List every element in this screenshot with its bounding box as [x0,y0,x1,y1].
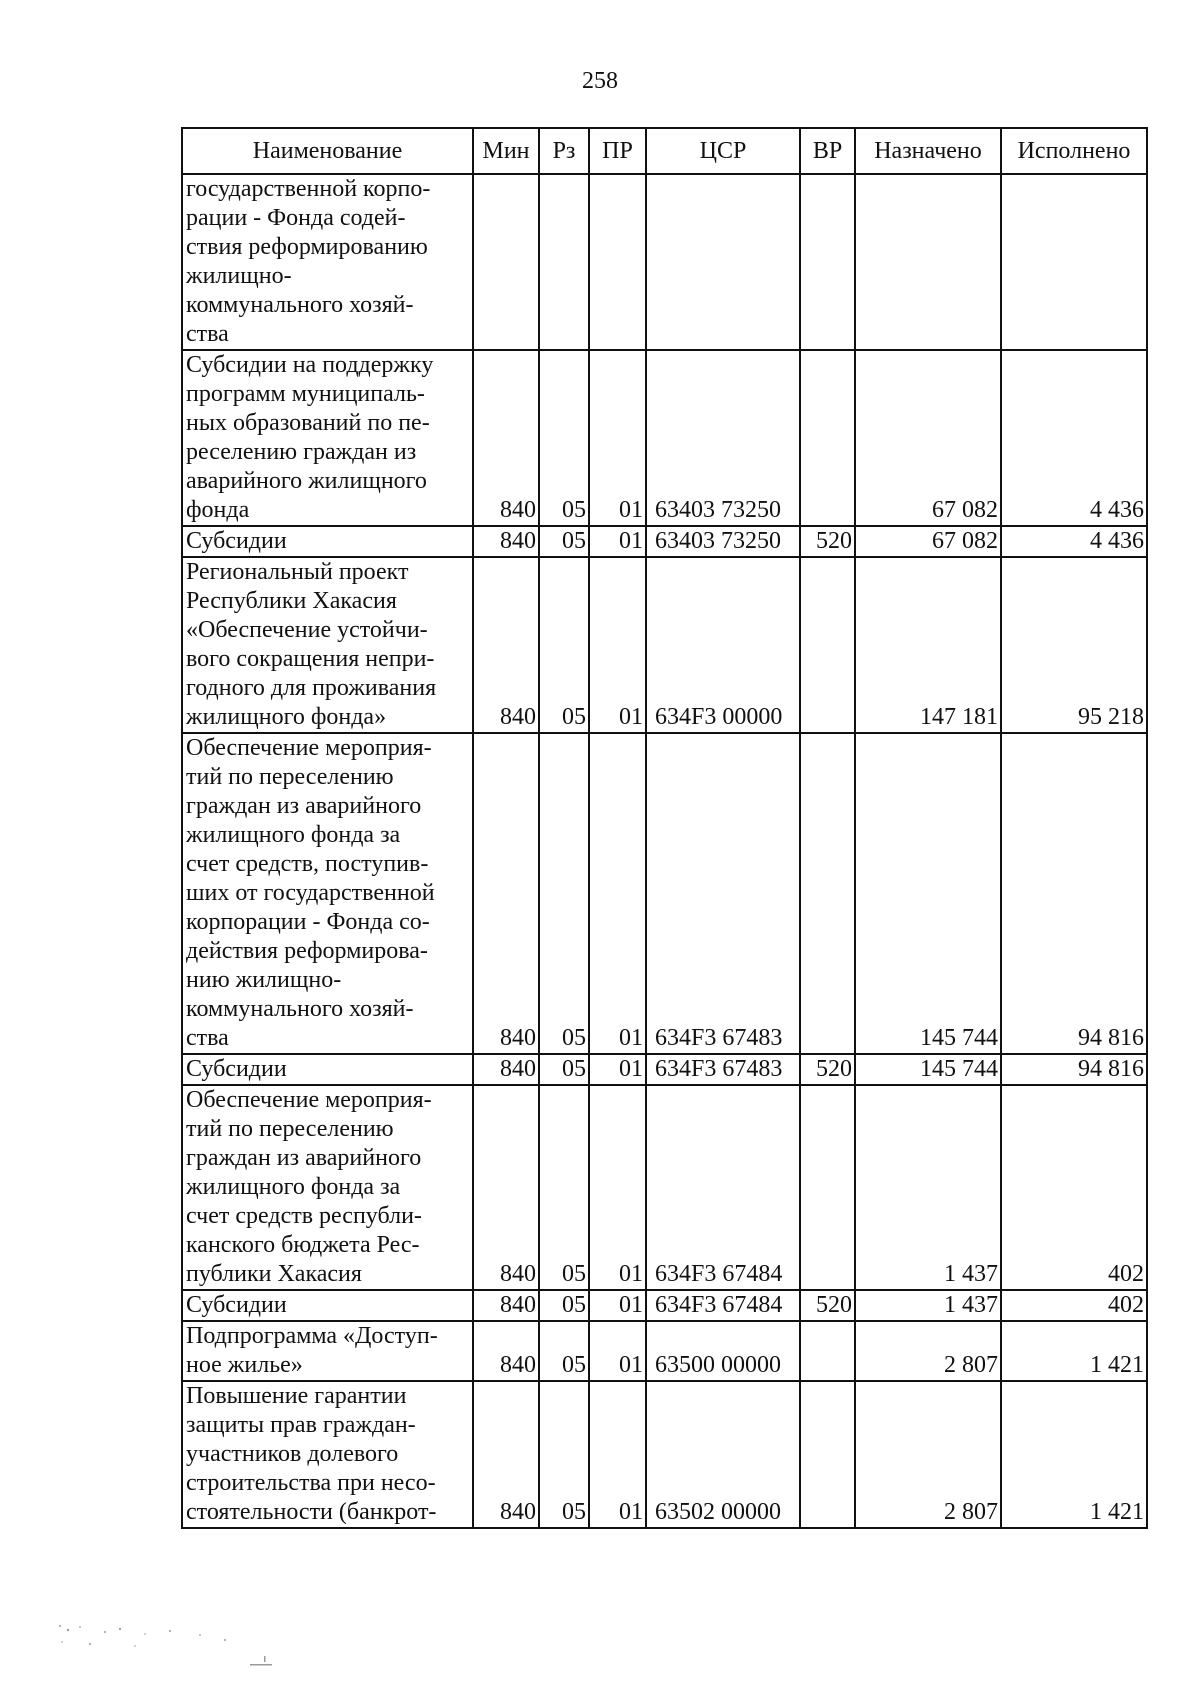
header-executed: Исполнено [1001,128,1147,174]
row-name-text: Субсидии [186,1056,287,1082]
cell-csr: 63403 73250 [646,350,800,526]
cell-name [182,1321,473,1381]
cell-pr [589,174,646,350]
cell-csr: 634F3 67484 [646,1290,800,1321]
cell-min [473,174,539,350]
cell-rz: 05 [539,733,589,1054]
cell-vr [800,733,855,1054]
cell-min: 840 [473,1085,539,1290]
cell-executed [1001,174,1147,350]
cell-min: 840 [473,1381,539,1528]
header-vr: ВР [800,128,855,174]
cell-vr: 520 [800,526,855,557]
table-row [182,526,1147,557]
cell-name [182,174,473,350]
table-row [182,733,1147,1054]
cell-csr: 634F3 67484 [646,1085,800,1290]
cell-pr: 01 [589,733,646,1054]
cell-pr: 01 [589,1321,646,1381]
cell-name [182,1085,473,1290]
cell-vr [800,1085,855,1290]
cell-executed: 94 816 [1001,1054,1147,1085]
cell-pr: 01 [589,557,646,733]
cell-assigned [855,174,1001,350]
cell-vr [800,1321,855,1381]
cell-vr [800,174,855,350]
cell-pr: 01 [589,526,646,557]
cell-rz: 05 [539,1054,589,1085]
cell-csr: 63502 00000 [646,1381,800,1528]
cell-vr [800,557,855,733]
cell-min: 840 [473,1054,539,1085]
cell-assigned: 2 807 [855,1321,1001,1381]
cell-executed: 1 421 [1001,1321,1147,1381]
cell-assigned: 2 807 [855,1381,1001,1528]
cell-pr: 01 [589,1290,646,1321]
table-row [182,1381,1147,1528]
cell-rz: 05 [539,1381,589,1528]
cell-executed: 94 816 [1001,733,1147,1054]
header-csr: ЦСР [646,128,800,174]
scan-noise-marks [50,1620,280,1680]
row-name-text: Повышение гарантии защиты прав граждан- участников долевого строительства при несо- стоятельности (банкрот- [186,1383,437,1525]
row-name-text: Региональный проект Республики Хакасия «Обеспечение устойчи- вого сокращения непри- годного для проживания жилищного фонда» [186,559,437,730]
cell-csr [646,174,800,350]
cell-assigned: 1 437 [855,1290,1001,1321]
cell-name [182,1290,473,1321]
cell-vr [800,1381,855,1528]
cell-name [182,557,473,733]
cell-rz [539,174,589,350]
row-name-text: Субсидии на поддержку программ муниципаль- ных образований по пе- реселению граждан из аварийного жилищного фонда [186,352,434,523]
table-row [182,1054,1147,1085]
cell-name [182,1054,473,1085]
table-row [182,1321,1147,1381]
cell-name [182,733,473,1054]
row-name-text: государственной корпо- рации - Фонда содей- ствия реформированию жилищно- коммунального хозяй- ства [186,176,431,347]
cell-csr: 634F3 67483 [646,1054,800,1085]
row-name-text: Подпрограмма «Доступ- ное жилье» [186,1323,438,1378]
cell-pr: 01 [589,350,646,526]
row-name-text: Обеспечение мероприя- тий по переселению граждан из аварийного жилищного фонда за счет средств республи- канского бюджета Рес- публики Хакасия [186,1087,432,1287]
cell-rz: 05 [539,1321,589,1381]
cell-rz: 05 [539,526,589,557]
cell-name [182,350,473,526]
cell-assigned: 67 082 [855,526,1001,557]
row-name-text: Субсидии [186,528,287,554]
cell-executed: 4 436 [1001,526,1147,557]
table-row [182,350,1147,526]
cell-min: 840 [473,1321,539,1381]
row-name-text: Субсидии [186,1292,287,1318]
row-name-text: Обеспечение мероприя- тий по переселению граждан из аварийного жилищного фонда за счет средств, поступив- ших от государственной корпорации - Фонда со- действия реформирова- нию жилищно- коммунального хозяй- ства [186,735,435,1051]
budget-table [181,127,1148,1529]
header-assigned: Назначено [855,128,1001,174]
table-row [182,174,1147,350]
header-rz: Рз [539,128,589,174]
cell-vr: 520 [800,1054,855,1085]
cell-min: 840 [473,350,539,526]
cell-executed: 402 [1001,1290,1147,1321]
table-row [182,1290,1147,1321]
cell-rz: 05 [539,350,589,526]
cell-assigned: 145 744 [855,733,1001,1054]
header-pr: ПР [589,128,646,174]
cell-pr: 01 [589,1381,646,1528]
page-number: 258 [582,68,618,94]
header-min: Мин [473,128,539,174]
cell-name [182,1381,473,1528]
cell-pr: 01 [589,1085,646,1290]
header-name: Наименование [182,128,473,174]
cell-rz: 05 [539,1085,589,1290]
cell-assigned: 145 744 [855,1054,1001,1085]
cell-rz: 05 [539,1290,589,1321]
cell-executed: 95 218 [1001,557,1147,733]
cell-min: 840 [473,1290,539,1321]
cell-vr [800,350,855,526]
cell-assigned: 67 082 [855,350,1001,526]
cell-min: 840 [473,557,539,733]
cell-min: 840 [473,733,539,1054]
table-row [182,557,1147,733]
cell-csr: 63403 73250 [646,526,800,557]
cell-min: 840 [473,526,539,557]
table-row [182,1085,1147,1290]
cell-rz: 05 [539,557,589,733]
cell-csr: 634F3 67483 [646,733,800,1054]
cell-executed: 1 421 [1001,1381,1147,1528]
table-header-row [182,128,1147,174]
cell-name [182,526,473,557]
cell-assigned: 147 181 [855,557,1001,733]
cell-pr: 01 [589,1054,646,1085]
cell-csr: 63500 00000 [646,1321,800,1381]
cell-executed: 402 [1001,1085,1147,1290]
cell-assigned: 1 437 [855,1085,1001,1290]
cell-csr: 634F3 00000 [646,557,800,733]
cell-executed: 4 436 [1001,350,1147,526]
cell-vr: 520 [800,1290,855,1321]
